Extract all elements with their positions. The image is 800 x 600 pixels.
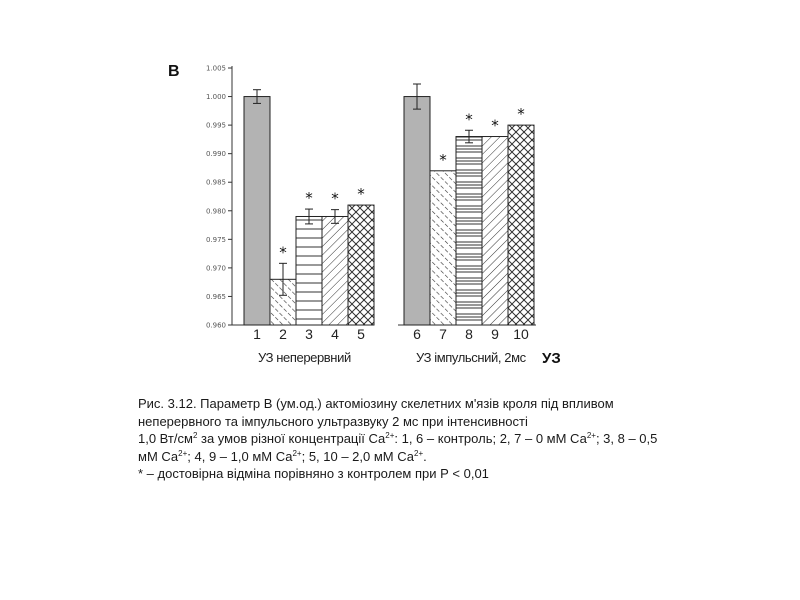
bar-4 (322, 216, 348, 325)
bar-1 (244, 97, 270, 325)
y-tick-label: 0.975 (205, 235, 226, 244)
bar-5 (348, 205, 374, 325)
bars (244, 84, 534, 325)
category-label: 4 (331, 326, 339, 342)
category-label: 8 (465, 326, 473, 342)
y-tick-label: 1.005 (205, 64, 226, 73)
category-label: 5 (357, 326, 365, 342)
significance-star: * (517, 105, 525, 124)
y-tick-label: 0.970 (205, 264, 226, 273)
group-label-continuous: УЗ неперервний (258, 350, 351, 365)
significance-star: * (331, 189, 339, 208)
panel-label: B (168, 63, 180, 80)
bar-9 (482, 137, 508, 325)
y-tick-label: 1.000 (205, 93, 226, 102)
bar-8 (456, 137, 482, 325)
category-label: 10 (513, 326, 529, 342)
category-label: 7 (439, 326, 447, 342)
bar-6 (404, 97, 430, 325)
y-tick-label: 0.990 (205, 150, 226, 159)
category-label: 6 (413, 326, 421, 342)
y-tick-label: 0.965 (205, 292, 226, 301)
y-tick-label: 0.960 (205, 321, 226, 330)
significance-star: * (279, 243, 287, 262)
y-tick-label: 0.980 (205, 207, 226, 216)
caption-note: * – достовірна відміна порівняно з контролем при Р < 0,01 (138, 466, 489, 481)
y-tick-label: 0.985 (205, 178, 226, 187)
y-tick-label: 0.995 (205, 121, 226, 130)
significance-star: * (465, 110, 473, 129)
bar-7 (430, 171, 456, 325)
caption-line-1: Рис. 3.12. Параметр В (ум.од.) актоміозину скелетних м'язів кроля під впливом неперервного та імпульсного ультразвуку 2 мс при інтенсивності (138, 396, 614, 429)
bar-10 (508, 125, 534, 325)
bar-3 (296, 216, 322, 325)
significance-star: * (305, 189, 313, 208)
figure-caption (138, 395, 668, 483)
group-label-pulsed: УЗ імпульсний, 2мс (416, 350, 526, 365)
category-label: 2 (279, 326, 287, 342)
significance-star: * (439, 150, 447, 169)
significance-star: * (491, 116, 499, 135)
category-label: 1 (253, 326, 261, 342)
category-labels (253, 326, 529, 342)
caption-line-2: 1,0 $Вт/см^2$ за умов різної концентрації $Са^{2+}$: 1, 6 – контроль; 2, 7 – 0 мМ $Са^{2+}$; 3, 8 – 0,5 мМ $Са^{2+}$; 4, 9 – 1,0 мМ $Са^{2+}$; 5, 10 – 2,0 мМ $Са^{2+}$. (138, 431, 658, 464)
significance-star: * (357, 185, 365, 204)
x-axis-label: УЗ (542, 350, 561, 367)
category-label: 3 (305, 326, 313, 342)
category-label: 9 (491, 326, 499, 342)
